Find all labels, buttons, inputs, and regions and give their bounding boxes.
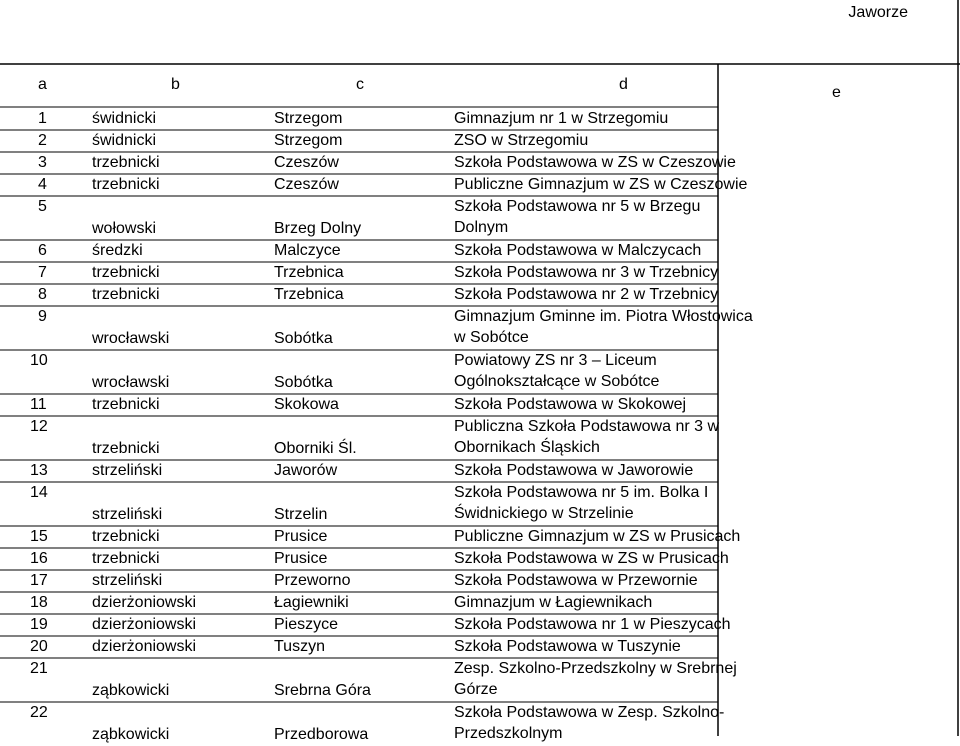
table-row bbox=[0, 240, 718, 262]
row-number: 22 bbox=[30, 704, 48, 721]
school-cell: Szkoła Podstawowa nr 3 w Trzebnicy bbox=[454, 264, 719, 281]
commune-cell: Strzelin bbox=[274, 506, 328, 523]
row-number: 12 bbox=[30, 418, 48, 435]
school-cell: Szkoła Podstawowa w Przewornie bbox=[454, 572, 698, 589]
county-cell: trzebnicki bbox=[92, 286, 160, 303]
commune-cell: Prusice bbox=[274, 550, 328, 567]
table-row bbox=[0, 262, 718, 284]
school-cell: Szkoła Podstawowa w ZS w Prusicach bbox=[454, 550, 729, 567]
county-cell: trzebnicki bbox=[92, 176, 160, 193]
school-cell: Szkoła Podstawowa w Tuszynie bbox=[454, 638, 681, 655]
school-cell-line2: Dolnym bbox=[454, 219, 509, 236]
county-cell: trzebnicki bbox=[92, 264, 160, 281]
school-cell: Gimnazjum nr 1 w Strzegomiu bbox=[454, 110, 669, 127]
row-number: 2 bbox=[38, 132, 47, 149]
table-row bbox=[0, 416, 718, 460]
row-number: 10 bbox=[30, 352, 48, 369]
school-cell: Zesp. Szkolno-Przedszkolny w Srebrnej bbox=[454, 660, 737, 677]
table-row bbox=[0, 460, 718, 482]
table-row bbox=[0, 614, 731, 636]
school-cell: Publiczna Szkoła Podstawowa nr 3 w bbox=[454, 418, 720, 435]
commune-cell: Strzegom bbox=[274, 132, 343, 149]
commune-cell: Trzebnica bbox=[274, 264, 344, 281]
commune-cell: Przeworno bbox=[274, 572, 351, 589]
column-header-a: a bbox=[38, 76, 47, 93]
county-cell: ząbkowicki bbox=[92, 726, 170, 743]
county-cell: dzierżoniowski bbox=[92, 594, 197, 611]
row-number: 11 bbox=[30, 396, 47, 413]
table-row bbox=[0, 658, 737, 702]
county-cell: ząbkowicki bbox=[92, 682, 170, 699]
column-header-b: b bbox=[171, 76, 180, 93]
county-cell: trzebnicki bbox=[92, 440, 160, 457]
county-cell: świdnicki bbox=[92, 110, 157, 127]
row-number: 3 bbox=[38, 154, 47, 171]
table-row bbox=[0, 130, 718, 152]
column-header-e: e bbox=[832, 84, 841, 101]
county-cell: średzki bbox=[92, 242, 143, 259]
commune-cell: Pieszyce bbox=[274, 616, 339, 633]
school-cell-line2: Świdnickiego w Strzelinie bbox=[454, 505, 634, 522]
table-row bbox=[0, 284, 718, 306]
school-cell-line2: Obornikach Śląskich bbox=[454, 439, 600, 456]
table-row bbox=[0, 636, 718, 658]
school-cell: Szkoła Podstawowa w Malczycach bbox=[454, 242, 702, 259]
table-row bbox=[0, 306, 753, 350]
county-cell: trzebnicki bbox=[92, 528, 160, 545]
commune-cell: Oborniki Śl. bbox=[274, 440, 357, 457]
school-cell-line2: Przedszkolnym bbox=[454, 725, 563, 742]
commune-cell: Sobótka bbox=[274, 330, 333, 347]
county-cell: trzebnicki bbox=[92, 154, 160, 171]
school-cell: Publiczne Gimnazjum w ZS w Prusicach bbox=[454, 528, 741, 545]
row-number: 6 bbox=[38, 242, 47, 259]
commune-cell: Czeszów bbox=[274, 154, 339, 171]
row-number: 7 bbox=[38, 264, 47, 281]
commune-cell: Srebrna Góra bbox=[274, 682, 371, 699]
county-cell: wrocławski bbox=[92, 374, 170, 391]
school-cell: Szkoła Podstawowa w ZS w Czeszowie bbox=[454, 154, 736, 171]
school-cell: Gimnazjum w Łagiewnikach bbox=[454, 594, 653, 611]
row-number: 18 bbox=[30, 594, 48, 611]
school-cell: Gimnazjum Gminne im. Piotra Włostowica bbox=[454, 308, 753, 325]
school-cell-line2: w Sobótce bbox=[454, 329, 529, 346]
table-row bbox=[0, 592, 718, 614]
table-row bbox=[0, 526, 741, 548]
row-number: 20 bbox=[30, 638, 48, 655]
county-cell: trzebnicki bbox=[92, 550, 160, 567]
school-cell: Powiatowy ZS nr 3 – Liceum bbox=[454, 352, 657, 369]
school-cell: Szkoła Podstawowa nr 1 w Pieszycach bbox=[454, 616, 731, 633]
county-cell: strzeliński bbox=[92, 506, 163, 523]
school-cell: Szkoła Podstawowa nr 5 im. Bolka I bbox=[454, 484, 709, 501]
row-number: 19 bbox=[30, 616, 48, 633]
county-cell: wrocławski bbox=[92, 330, 170, 347]
school-cell: Szkoła Podstawowa w Zesp. Szkolno- bbox=[454, 704, 725, 721]
school-cell: Publiczne Gimnazjum w ZS w Czeszowie bbox=[454, 176, 748, 193]
county-cell: trzebnicki bbox=[92, 396, 160, 413]
column-header-d: d bbox=[619, 76, 628, 93]
county-cell: świdnicki bbox=[92, 132, 157, 149]
commune-cell: Prusice bbox=[274, 528, 328, 545]
page-title: Jaworze bbox=[848, 4, 908, 21]
commune-cell: Czeszów bbox=[274, 176, 339, 193]
column-header-c: c bbox=[356, 76, 364, 93]
school-cell-line2: Ogólnokształcące w Sobótce bbox=[454, 373, 660, 390]
commune-cell: Przedborowa bbox=[274, 726, 369, 743]
table-row bbox=[0, 152, 736, 174]
school-cell: ZSO w Strzegomiu bbox=[454, 132, 589, 149]
commune-cell: Trzebnica bbox=[274, 286, 344, 303]
commune-cell: Malczyce bbox=[274, 242, 341, 259]
table-row bbox=[0, 196, 718, 240]
school-cell: Szkoła Podstawowa w Jaworowie bbox=[454, 462, 694, 479]
row-number: 15 bbox=[30, 528, 48, 545]
row-number: 17 bbox=[30, 572, 48, 589]
county-cell: dzierżoniowski bbox=[92, 638, 197, 655]
county-cell: strzeliński bbox=[92, 462, 163, 479]
row-number: 13 bbox=[30, 462, 48, 479]
table-row bbox=[0, 108, 718, 130]
row-number: 21 bbox=[30, 660, 48, 677]
commune-cell: Łagiewniki bbox=[274, 594, 349, 611]
commune-cell: Brzeg Dolny bbox=[274, 220, 362, 237]
table-row bbox=[0, 702, 725, 746]
table-row bbox=[0, 482, 718, 526]
row-number: 8 bbox=[38, 286, 47, 303]
table-row bbox=[0, 394, 718, 416]
school-cell-line2: Górze bbox=[454, 681, 498, 698]
table-row bbox=[0, 350, 718, 394]
row-number: 1 bbox=[38, 110, 47, 127]
table-row bbox=[0, 174, 748, 196]
commune-cell: Sobótka bbox=[274, 374, 333, 391]
commune-cell: Skokowa bbox=[274, 396, 339, 413]
row-number: 16 bbox=[30, 550, 48, 567]
commune-cell: Strzegom bbox=[274, 110, 343, 127]
school-cell: Szkoła Podstawowa w Skokowej bbox=[454, 396, 687, 413]
row-number: 9 bbox=[38, 308, 47, 325]
school-cell: Szkoła Podstawowa nr 2 w Trzebnicy bbox=[454, 286, 719, 303]
county-cell: wołowski bbox=[92, 220, 157, 237]
table-row bbox=[0, 570, 718, 592]
commune-cell: Tuszyn bbox=[274, 638, 325, 655]
commune-cell: Jaworów bbox=[274, 462, 338, 479]
row-number: 14 bbox=[30, 484, 48, 501]
county-cell: strzeliński bbox=[92, 572, 163, 589]
table-row bbox=[0, 548, 729, 570]
county-cell: dzierżoniowski bbox=[92, 616, 197, 633]
school-cell: Szkoła Podstawowa nr 5 w Brzegu bbox=[454, 198, 701, 215]
row-number: 4 bbox=[38, 176, 47, 193]
row-number: 5 bbox=[38, 198, 47, 215]
